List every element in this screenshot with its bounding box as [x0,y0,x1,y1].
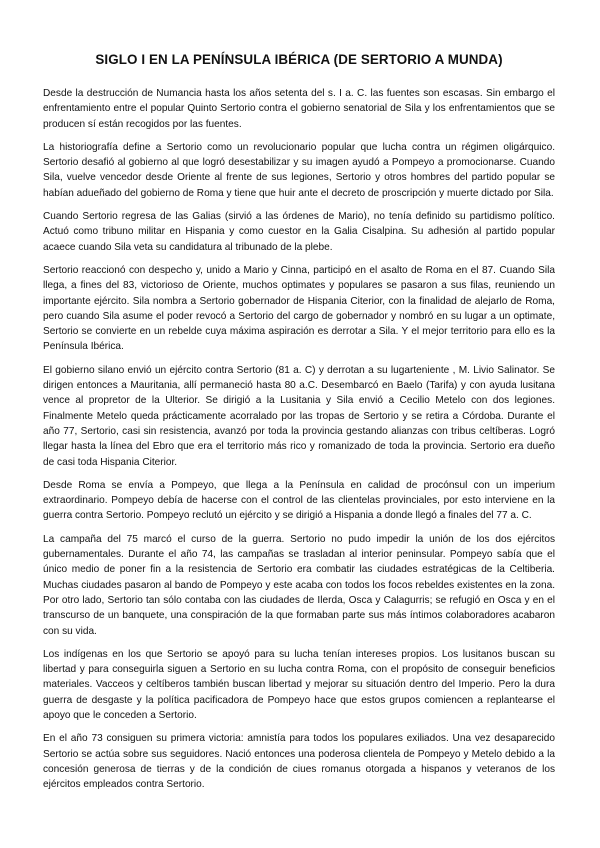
paragraph-1: Desde la destrucción de Numancia hasta los años setenta del s. I a. C. las fuentes son escasas. Sin embargo el enfrentamiento entre el popular Quinto Sertorio contra el gobierno senatorial de Sila y los enfrentamientos que se producen sí están recogidos por las fuentes. [43,88,555,130]
paragraph-7: La campaña del 75 marcó el curso de la guerra. Sertorio no pudo impedir la unión de los dos ejércitos gubernamentales. Durante el año 74, las campañas se trasladan al interior peninsular. Pompeyo sabía que el único medio de poner fin a la resistencia de Sertorio era combatir las ciudades estratégicas de la Celtiberia. Muchas ciudades pasaron al bando de Pompeyo y este acaba con todos los focos rebeldes existentes en la zona. Por otro lado, Sertorio tan sólo contaba con las ciudades de Ilerda, Osca y Calagurris; se refugió en Osca y en el transcurso de un banquete, una conspiración de la que formaban parte sus más íntimos colaboradores acabaron con su vida. [43,533,555,637]
paragraph-9: En el año 73 consiguen su primera victoria: amnistía para todos los populares exiliados. Una vez desaparecido Sertorio se actúa sobre sus seguidores. Nació entonces una poderosa clientela de Pompeyo y Metelo debido a la concesión generosa de tierras y de la condición de ciues romanus otorgada a hispanos y veteranos de los ejércitos empleados contra Sertorio. [43,733,555,791]
paragraph-4: Sertorio reaccionó con despecho y, unido a Mario y Cinna, participó en el asalto de Roma en el 87. Cuando Sila llega, a fines del 83, victorioso de Oriente, muchos optimates y populares se pasaron a sus filas, reuniendo un importante ejército. Sila nombra a Sertorio gobernador de Hispania Citerior, con la finalidad de alejarlo de Roma, pero cuando Sila asume el poder revocó a Sertorio del cargo de gobernador y nombró en su lugar a un optimate, Sertorio se convierte en un rebelde cuya máxima aspiración es derrotar a Sila. Y el mejor territorio para ello es la Península Ibérica. [43,264,555,353]
paragraph-5: El gobierno silano envió un ejército contra Sertorio (81 a. C) y derrotan a su lugarteniente , M. Livio Salinator. Se dirigen entonces a Mauritania, allí permaneció hasta 80 a.C. Desembarcó en Baelo (Tarifa) y con ayuda lusitana vence al propretor de la Ulterior. Se dirigió a la Lusitania y Sila envió a Cecilio Metelo con dos legiones. Finalmente Metelo queda prácticamente acorralado por las tropas de Sertorio y se retira a Córdoba. Durante el año 77, Sertorio, casi sin resistencia, avanzó por toda la provincia gestando alianzas con tribus celtíberas. Logró llegar hasta la línea del Ebro que era el territorio más rico y romanizado de toda la provincia. Sertorio era dueño de casi toda Hispania Citerior. [43,364,555,468]
document-page [43,52,555,800]
paragraph-3: Cuando Sertorio regresa de las Galias (sirvió a las órdenes de Mario), no tenía definido su partidismo político. Actuó como tribuno militar en Hispania y como cuestor en la Galia Cisalpina. Su adhesión al partido popular acaece cuando Sila veta su candidatura al tribunado de la plebe. [43,211,555,253]
paragraph-6: Desde Roma se envía a Pompeyo, que llega a la Península en calidad de procónsul con un imperium extraordinario. Pompeyo debía de hacerse con el control de las clientelas provinciales, por esto interviene en la guerra contra Sertorio. Pompeyo reclutó un ejército y se dirigió a Hispania a donde llegó a finales del 77 a. C. [43,479,555,522]
paragraph-8: Los indígenas en los que Sertorio se apoyó para su lucha tenían intereses propios. Los lusitanos buscan su libertad y para conseguirla siguen a Sertorio en su lucha contra Roma, con el propósito de conseguir beneficios materiales. Vacceos y celtíberos también buscan libertad y mejorar su situación dentro del Imperio. Pero la dura guerra de desgaste y la política pacificadora de Pompeyo hace que estos grupos comiencen a replantearse el apoyo que le conceden a Sertorio. [43,648,555,721]
document-title: SIGLO I EN LA PENÍNSULA IBÉRICA (DE SERTORIO A MUNDA) [95,52,503,67]
paragraph-2: La historiografía define a Sertorio como un revolucionario popular que lucha contra un régimen oligárquico. Sertorio desafió al gobierno al que logró desestabilizar y su imagen ayudó a Pompeyo a promocionarse. Cuando Sila, vuelve vencedor desde Oriente al frente de sus legiones, Sertorio y otros hombres del partido popular se habían adueñado del gobierno de Roma y tiene que huir ante el decreto de proscripción y muerte dictado por Sila. [43,141,555,199]
